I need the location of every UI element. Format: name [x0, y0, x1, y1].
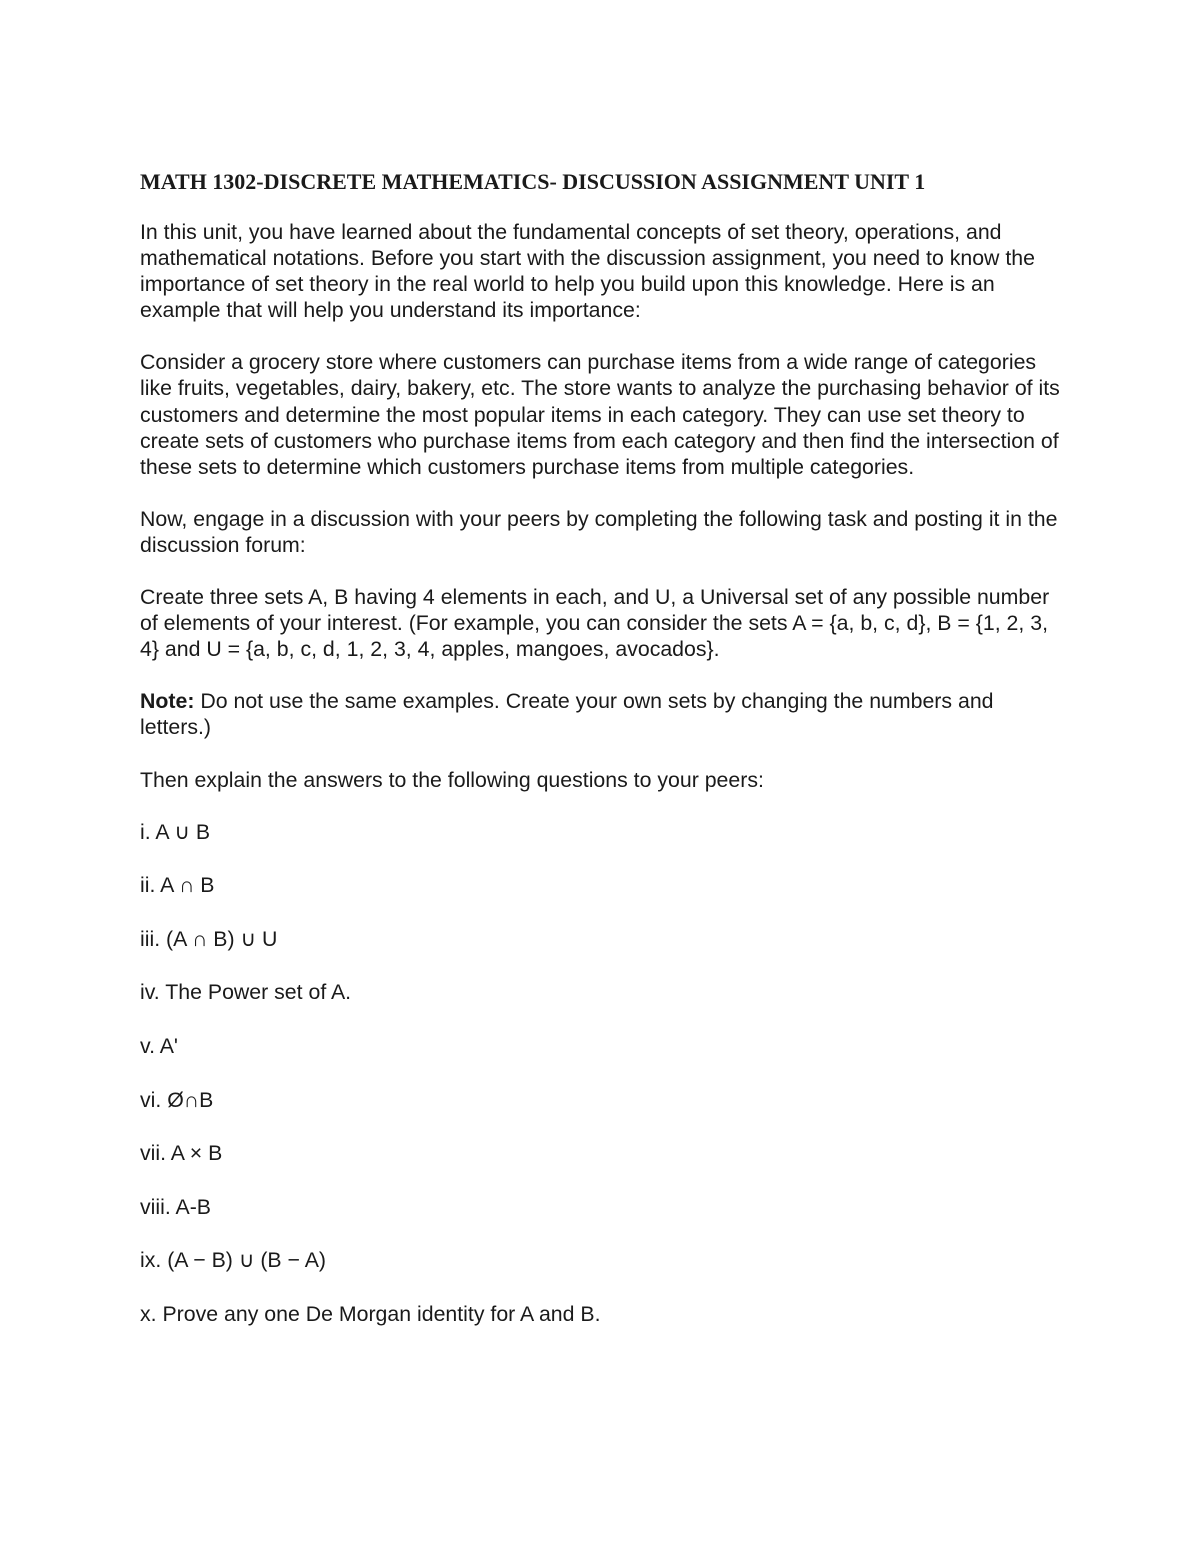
question-item: viii. A-B — [140, 1194, 212, 1219]
question-item: iii. (A ∩ B) ∪ U — [140, 926, 278, 951]
note-paragraph — [140, 688, 1070, 740]
note-label: Note: — [140, 689, 195, 714]
task-paragraph: Create three sets A, B having 4 elements in each, and U, a Universal set of any possible number of elements of your interest. (For example, you can consider the sets A = {a, b, c, d}, B = {1, 2, 3, 4} and U = {a, b, c, d, 1, 2, 3, 4, apples, mangoes, avocados}. — [140, 585, 1050, 662]
question-item: x. Prove any one De Morgan identity for A and B. — [140, 1301, 601, 1326]
intro-paragraph: In this unit, you have learned about the fundamental concepts of set theory, operations, and mathematical notations. Before you start with the discussion assignment, you need to know the importance of set theory in the real world to help you build upon this knowledge. Here is an example that will help you understand its importance: — [140, 220, 1035, 323]
question-item: ix. (A − B) ∪ (B − A) — [140, 1248, 327, 1273]
question-item: v. A' — [140, 1033, 178, 1058]
question-item: i. A ∪ B — [140, 819, 211, 844]
example-paragraph: Consider a grocery store where customers can purchase items from a wide range of categories like fruits, vegetables, dairy, bakery, etc. The store wants to analyze the purchasing behavior of its customers and determine the most popular items in each category. They can use set theory to create sets of customers who purchase items from each category and then find the intersection of these sets to determine which customers purchase items from multiple categories. — [140, 350, 1060, 479]
question-item: ii. A ∩ B — [140, 873, 215, 898]
question-item: vi. Ø∩B — [140, 1087, 214, 1112]
question-item: vii. A × B — [140, 1141, 223, 1166]
document-title: MATH 1302-DISCRETE MATHEMATICS- DISCUSSION ASSIGNMENT UNIT 1 — [140, 169, 926, 194]
note-text: Do not use the same examples. Create your own sets by changing the numbers and letters.) — [140, 689, 994, 740]
question-item: iv. The Power set of A. — [140, 980, 352, 1005]
task-intro-paragraph: Now, engage in a discussion with your peers by completing the following task and posting it in the discussion forum: — [140, 506, 1058, 557]
document-page — [140, 168, 1070, 1355]
questions-intro-paragraph: Then explain the answers to the following questions to your peers: — [140, 767, 764, 792]
